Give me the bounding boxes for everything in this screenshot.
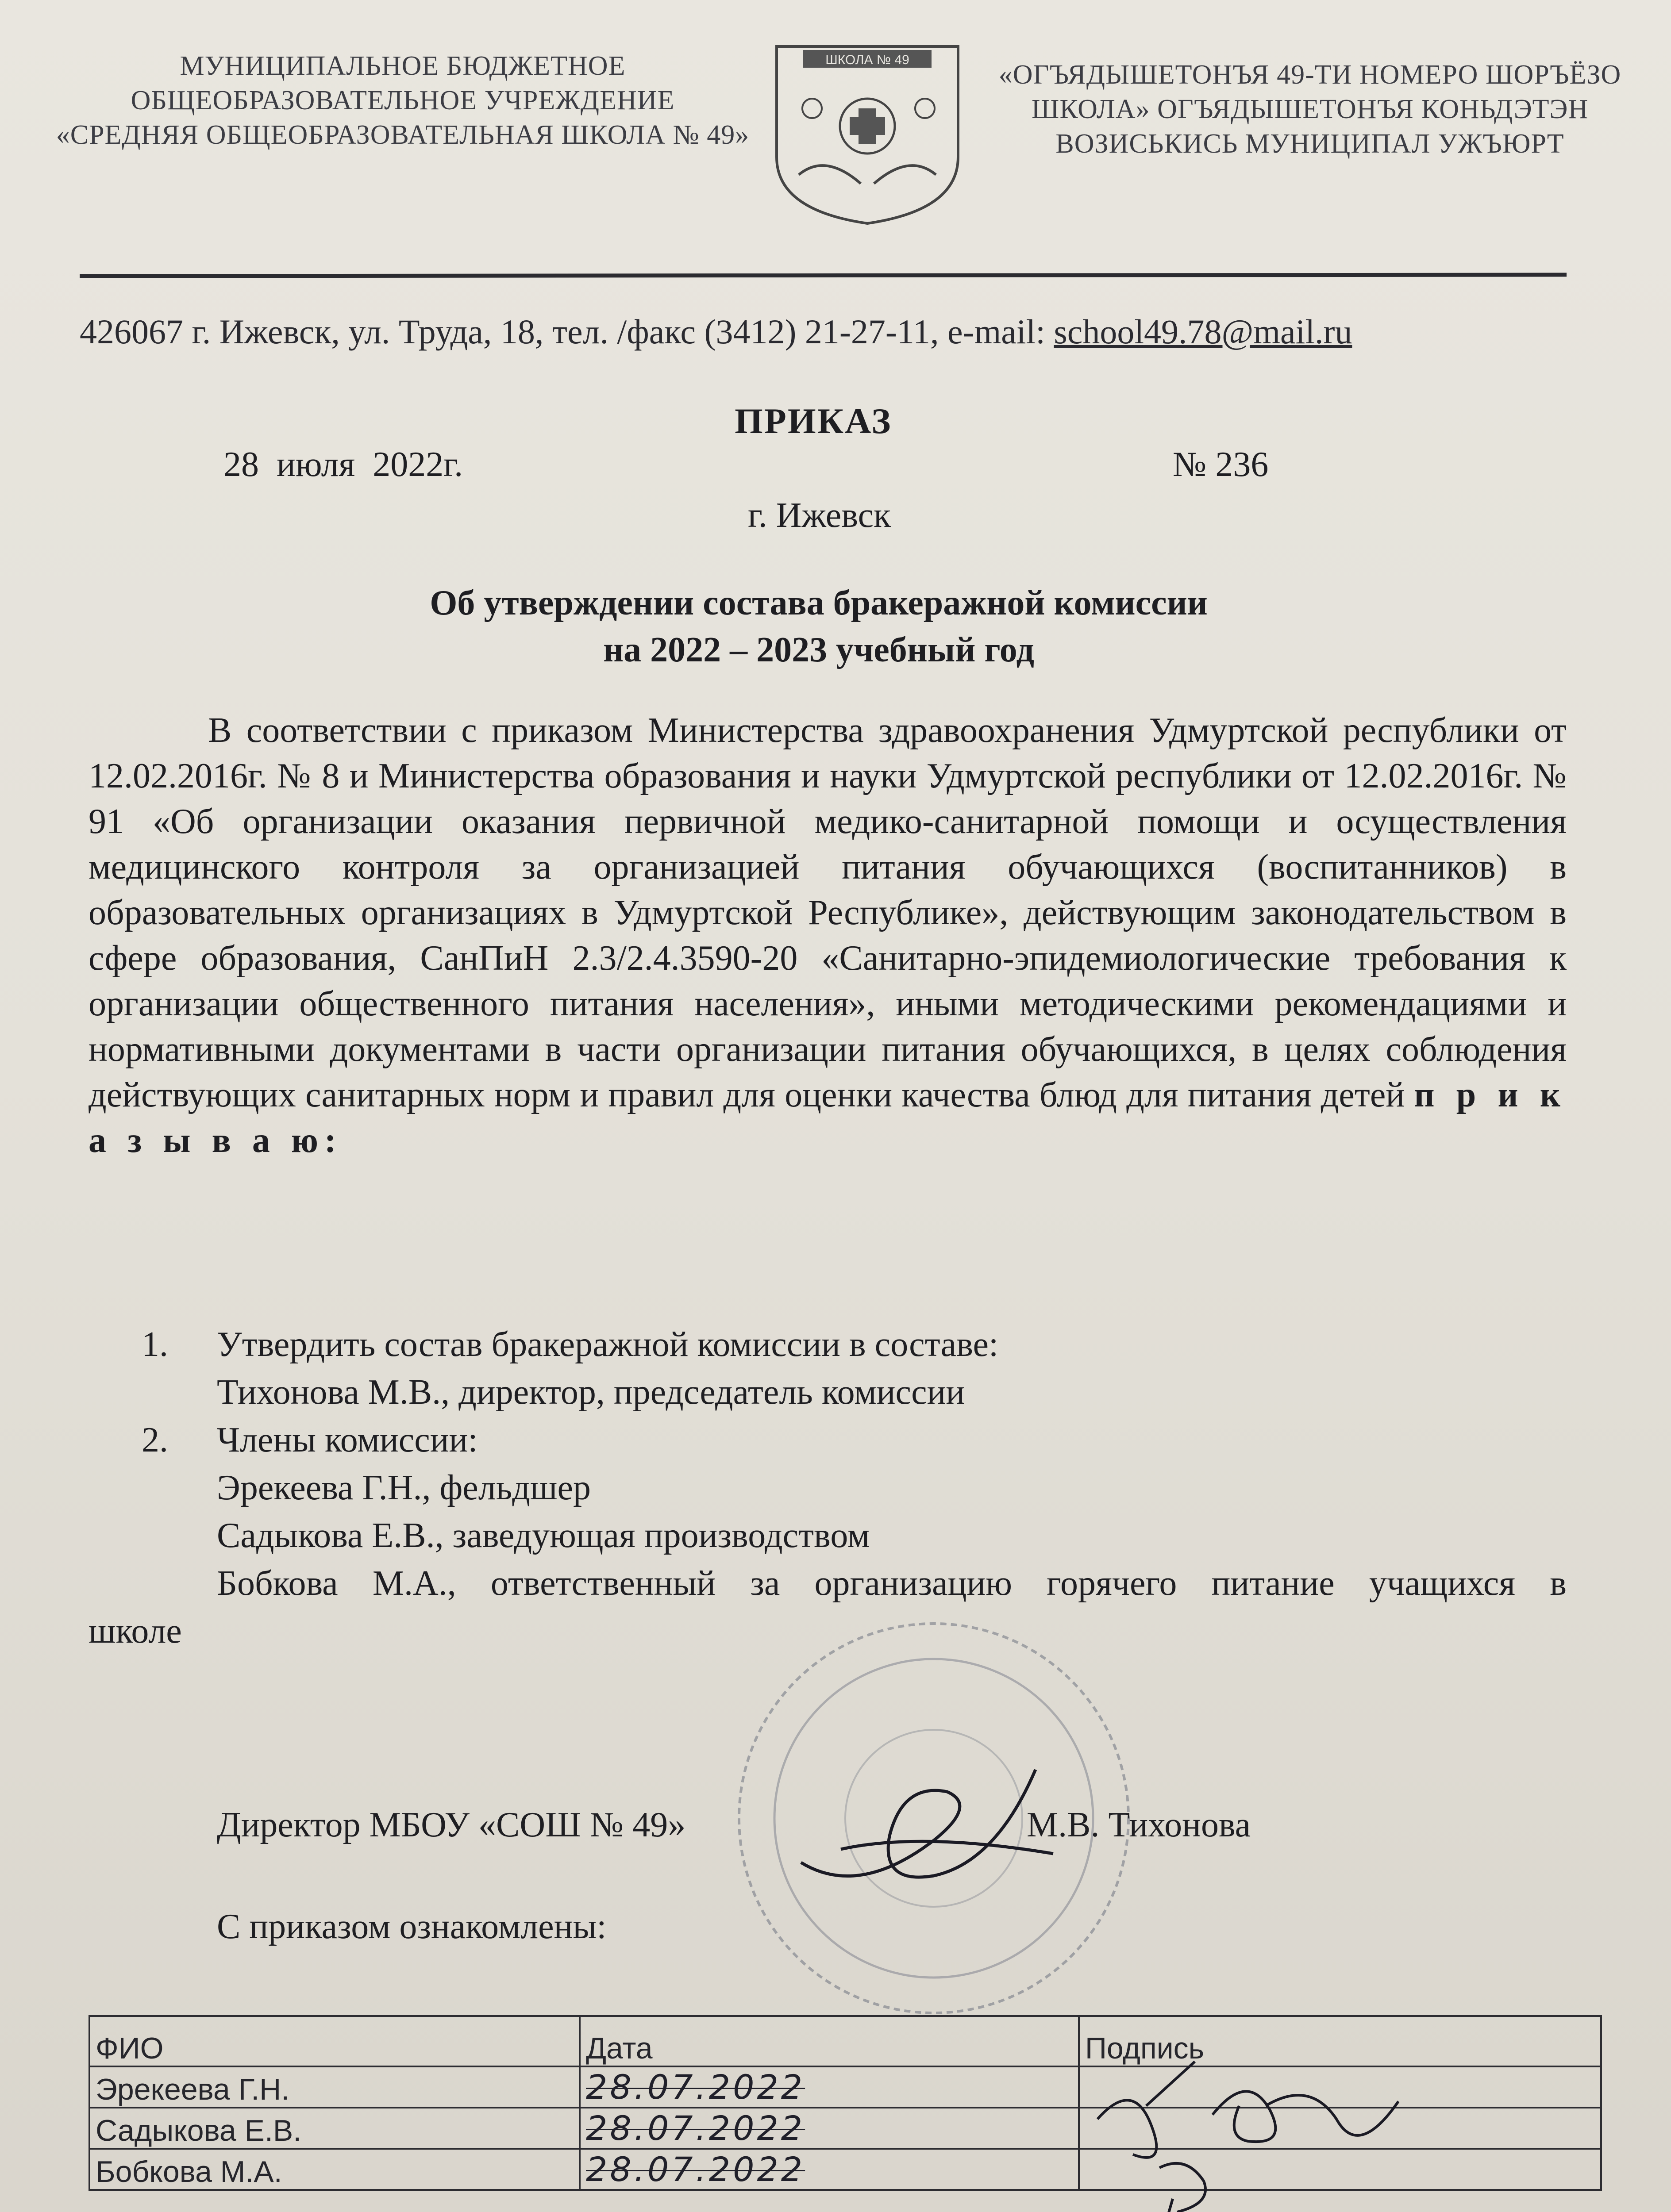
column-header-signature: Подпись [1079,2016,1601,2066]
signer-position: Директор МБОУ «СОШ № 49» [217,1805,686,1844]
header-left-line: ОБЩЕОБРАЗОВАТЕЛЬНОЕ УЧРЕЖДЕНИЕ [131,85,675,115]
address-line [80,312,1352,352]
row-name: Бобкова М.А. [89,2149,580,2190]
header-left-block [27,49,779,152]
handwritten-signature-icon [788,1752,1062,1898]
order-number: № 236 [1173,445,1269,484]
order-title [177,580,1460,673]
acknowledgement-label: С приказом ознакомлены: [217,1907,607,1946]
order-title-line: на 2022 – 2023 учебный год [603,630,1034,669]
emblem-text: ШКОЛА № 49 [825,53,909,67]
list-subitem: Бобкова М.А., ответственный за организацию горячего питание учащихся в [217,1564,1567,1603]
body-text: В соответствии с приказом Министерства здравоохранения Удмуртской республики от 12.02.2016г. № 8 и Министерства образования и науки Удмуртской республики от 12.02.2016г. № 91 «Об организации оказания первичной медико-санитарной помощи и осуществления медицинского контроля за организацией питания обучающихся (воспитанников) в образовательных организациях в Удмуртской Республике», действующим законодательством в сфере образования, СанПиН 2.3/2.4.3590-20 «Санитарно-эпидемиологические требования к организации общественного питания населения», иными методическими рекомендациями и нормативными документами в части организации питания обучающихся, в целях соблюдения действующих санитарных норм и правил для оценки качества блюд для питания детей [89,711,1567,1114]
order-items-list [89,1321,1567,1655]
list-item [89,1416,1567,1464]
header-left-line: МУНИЦИПАЛЬНОЕ БЮДЖЕТНОЕ [180,51,626,81]
column-header-date: Дата [580,2016,1079,2066]
table-signatures-icon [1080,2053,1425,2212]
list-subitem: Эрекеева Г.Н., фельдшер [217,1468,591,1507]
order-date: 28 июля 2022г. [223,445,463,484]
list-item [89,1321,1567,1368]
header-divider [80,273,1567,278]
order-body-paragraph [89,708,1567,1164]
list-subitem-tail: школе [89,1612,182,1651]
order-city: г. Ижевск [748,496,891,535]
row-date [580,2149,1079,2190]
header-right-block [965,58,1655,161]
handwritten-date: 28.07.2022 [586,2067,805,2107]
school-emblem-icon [772,42,963,228]
list-item-text: Утвердить состав бракеражной комиссии в составе: [217,1325,999,1364]
list-item-number: 2. [142,1421,168,1459]
order-title-line: Об утверждении состава бракеражной комиссии [430,584,1208,622]
document-type: ПРИКАЗ [735,401,892,441]
row-date [580,2066,1079,2108]
column-header-name: ФИО [89,2016,580,2066]
handwritten-date: 28.07.2022 [586,2150,805,2189]
header-right-line: ВОЗИСЬКИСЬ МУНИЦИПАЛ УЖЪЮРТ [1055,129,1564,159]
row-name: Садыкова Е.В. [89,2108,580,2149]
list-subitem: Садыкова Е.В., заведующая производством [217,1516,870,1555]
directive-text: п р и к а з ы в а ю: [89,1075,1567,1160]
list-item-text: Члены комиссии: [217,1421,478,1459]
header-left-line: «СРЕДНЯЯ ОБЩЕОБРАЗОВАТЕЛЬНАЯ ШКОЛА № 49» [56,120,750,150]
handwritten-date: 28.07.2022 [586,2108,805,2148]
row-name: Эрекеева Г.Н. [89,2066,580,2108]
header-right-line: «ОГЪЯДЫШЕТОНЪЯ 49-ТИ НОМЕРО ШОРЪЁЗО [998,60,1621,90]
row-date [580,2108,1079,2149]
list-subitem: Тихонова М.В., директор, председатель комиссии [217,1373,965,1412]
email-link[interactable]: school49.78@mail.ru [1054,312,1352,351]
signer-name: М.В. Тихонова [1027,1805,1251,1844]
header-right-line: ШКОЛА» ОГЪЯДЫШЕТОНЪЯ КОНЬДЭТЭН [1031,94,1589,124]
list-item-number: 1. [142,1325,168,1364]
address-text: 426067 г. Ижевск, ул. Труда, 18, тел. /факс (3412) 21-27-11, e-mail: [80,312,1054,351]
